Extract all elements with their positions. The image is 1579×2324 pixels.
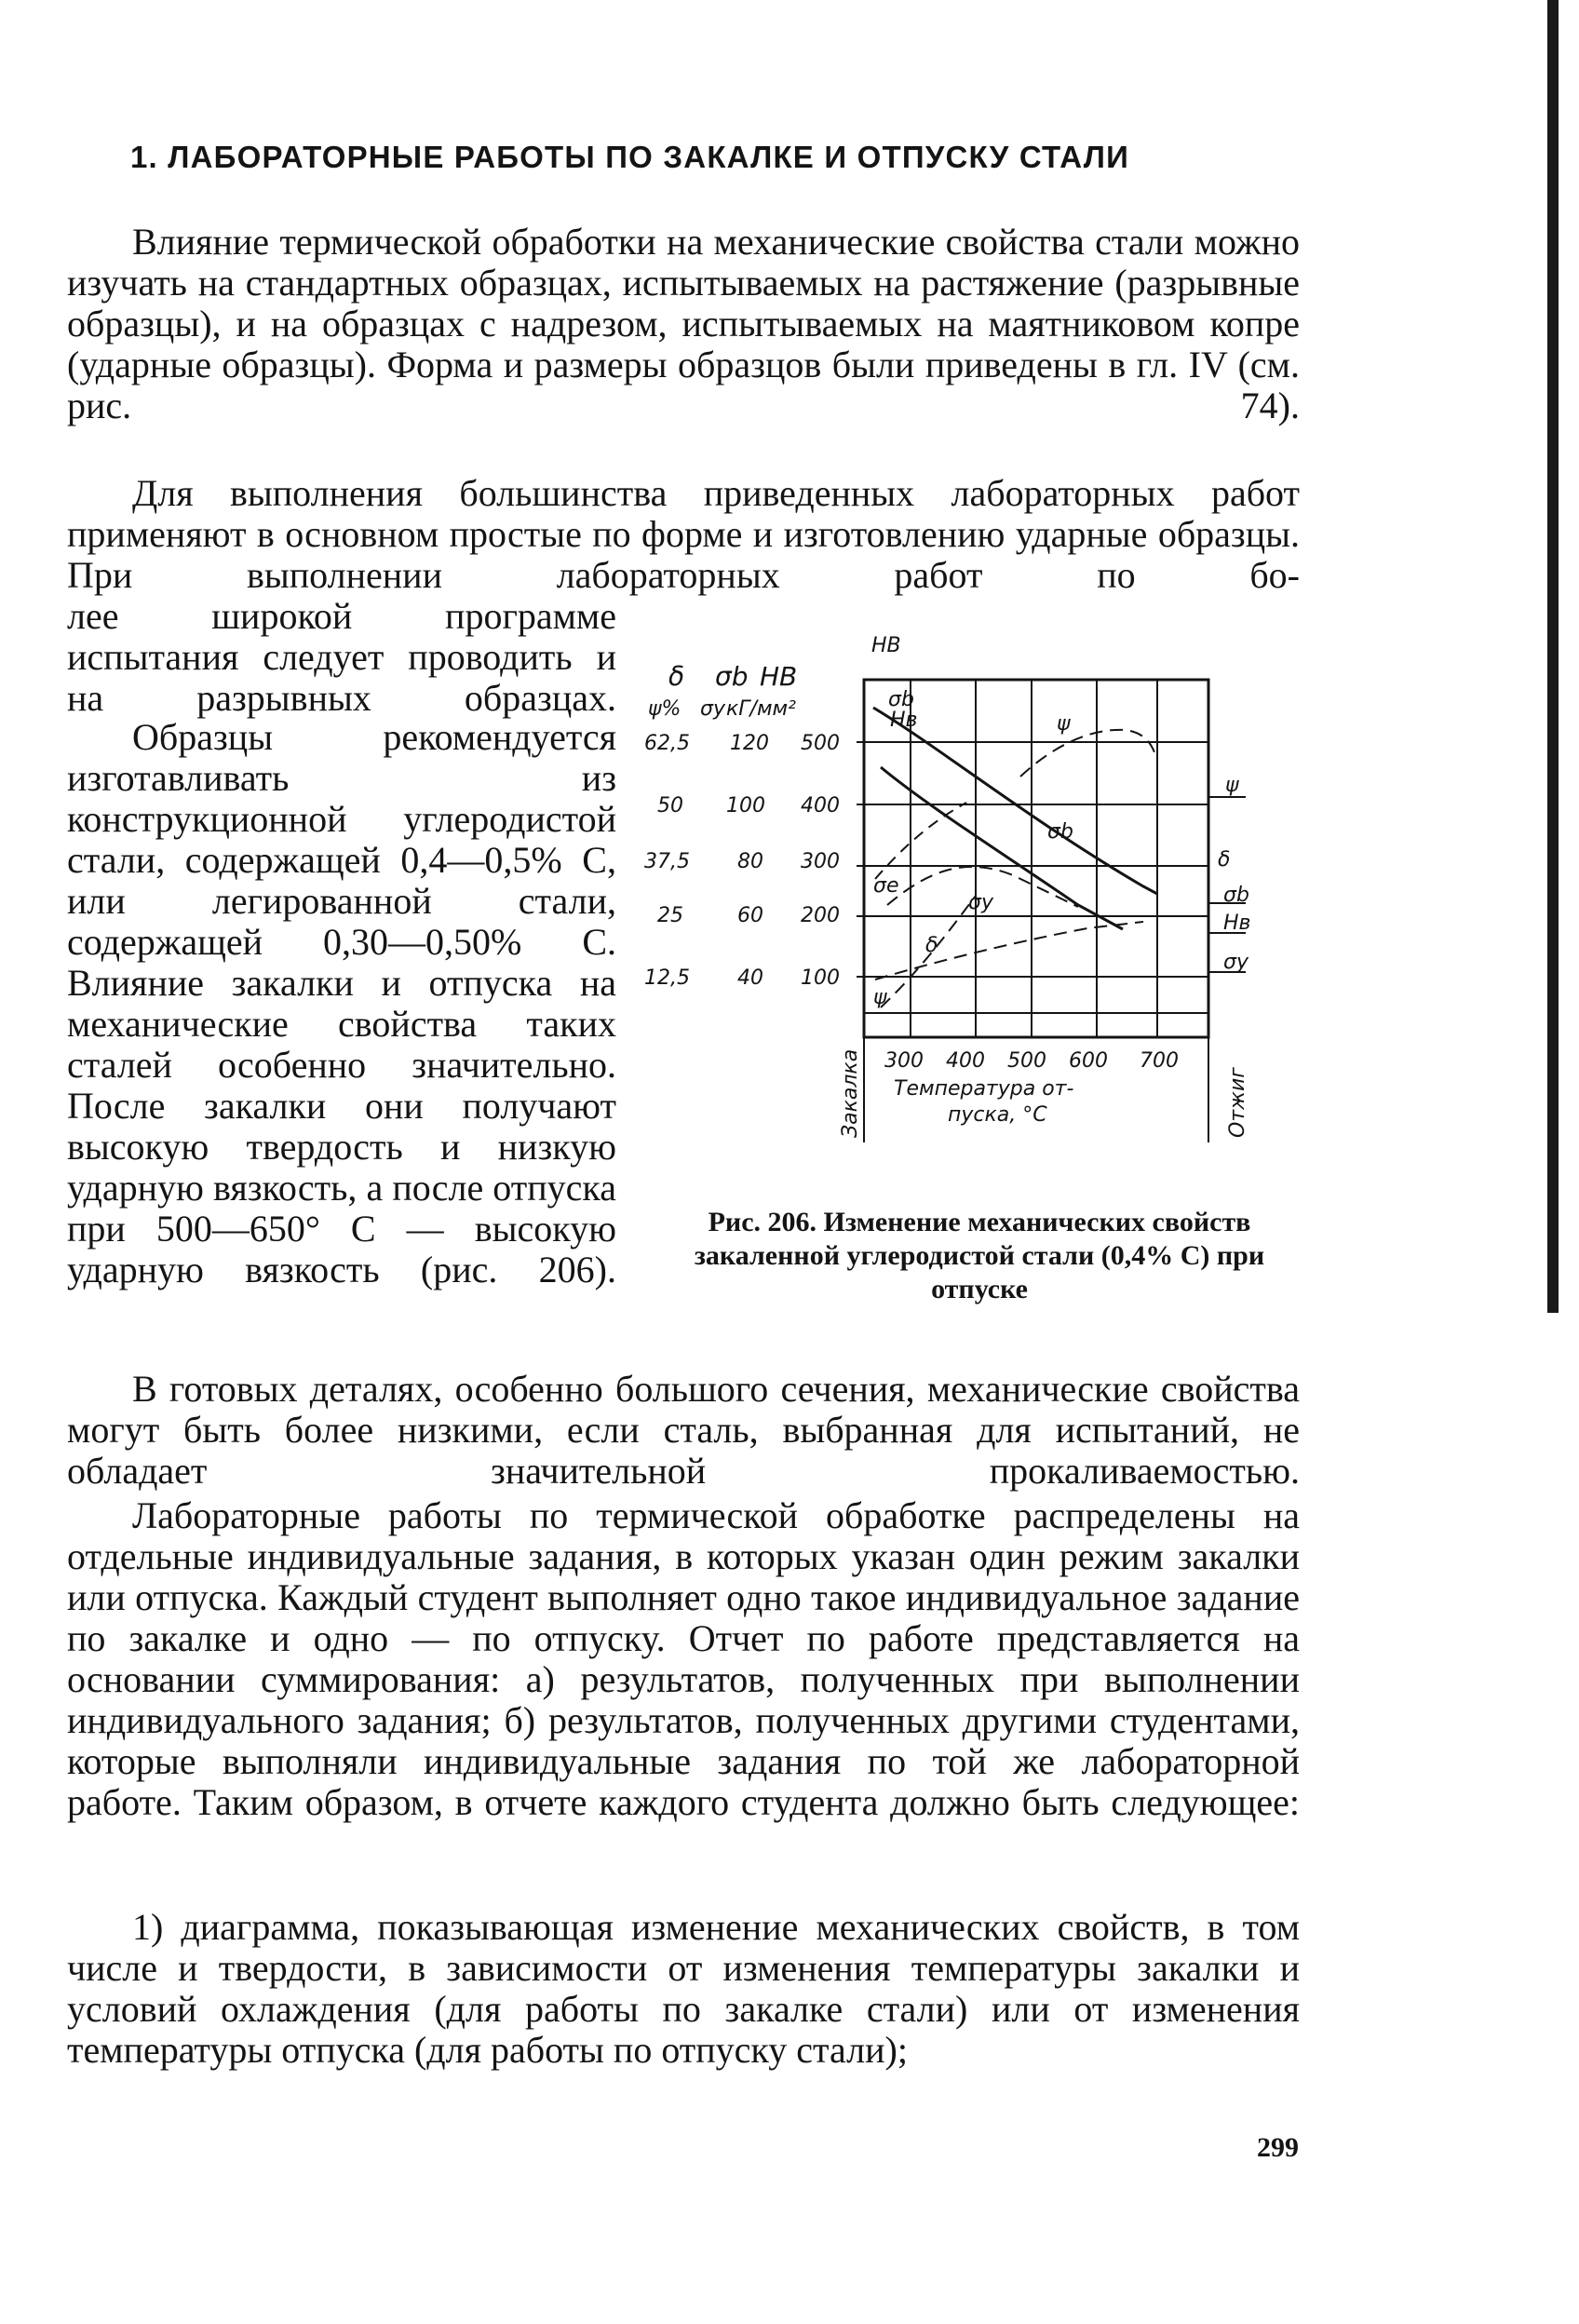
annealed-delta: δ [1218,848,1231,872]
paragraph-2: Для выполнения большинства приведенных лабораторных работ применяют в основном простые по форме и изготовлению ударные образцы. При выполнении лабораторных работ по бо- [67,472,1300,596]
x-axis-labels [884,1049,1179,1127]
paragraph-5: Лабораторные работы по термической обработке распределены на отдельные индивидуальные задания, в которых указан один режим закалки или отпуска. Каждый студент выполняет одно такое индивидуальное задание по закалке и одно — по отпуску. Отчет по работе представляется на основании суммирования: а) результатов, полученных при выполнении индивидуального задания; б) результатов, полученных другими студентами, которые выполняли индивидуальные задания по той же лабораторной работе. Таким образом, в отчете каждого студента должно быть следующее: [67,1494,1300,1823]
figure-206-diagram [641,626,1292,1194]
tick-hb-4: 100 [801,966,840,990]
label-sigma-y-curve: σy [968,891,993,914]
chart-curves [873,708,1157,1007]
header-sigma-y: σy [700,697,725,721]
x-tick-1: 400 [946,1049,985,1073]
tick-sigma-2: 80 [737,850,763,873]
tick-delta-psi-4: 12,5 [644,966,690,990]
header-hb-top: HB [871,634,901,657]
header-psi-unit: ψ% [648,697,682,721]
tick-delta-psi-0: 62,5 [644,732,690,755]
label-psi-top: ψ [1057,712,1071,736]
header-kg-unit: кГ/мм² [726,697,796,721]
x-tick-3: 600 [1069,1049,1108,1073]
tick-hb-1: 400 [801,794,840,817]
tick-sigma-0: 120 [730,732,769,755]
x-axis-label-line1: Температура от- [894,1077,1074,1101]
curve-hb [881,767,1123,929]
page-number: 299 [1257,2132,1299,2163]
annealed-sigma-y: σy [1223,951,1248,974]
header-sigma-b-top: σb [888,688,914,711]
header-hb: HB [760,661,798,692]
annealed-psi: ψ [1225,774,1239,797]
x-axis-label-line2: пуска, °С [948,1103,1047,1127]
label-sigma-e-curve: σe [873,874,899,898]
side-label-anneal: Отжиг [1226,1067,1249,1138]
tick-delta-psi-2: 37,5 [644,850,690,873]
tick-hb-2: 300 [801,850,840,873]
x-tick-4: 700 [1140,1049,1179,1073]
label-sigma-b-curve: σb [1047,820,1073,844]
side-label-quench: Закалка [839,1048,862,1138]
header-sigma-b: σb [715,661,749,692]
header-delta: δ [668,661,685,692]
tick-sigma-1: 100 [726,794,765,817]
label-hb-curve: Hв [890,709,918,732]
left-tick-labels [644,732,840,990]
curve-sigma-e [875,803,966,879]
tick-sigma-4: 40 [737,966,763,990]
paragraph-1: Влияние термической обработки на механические свойства стали можно изучать на стандартных образцах, испытываемых на растяжение (разрывные образцы), и на образцах с надрезом, испытываемых на маятниковом копре (ударные образцы). Форма и размеры образцов были приведены в гл. IV (см. рис. 74). [67,221,1300,426]
tick-delta-psi-1: 50 [657,794,683,817]
paragraph-2-continuation: лее широкой программе испытания следует проводить и на разрывных образцах. [67,595,616,719]
page-spine-edge [1547,0,1559,1313]
section-heading: 1. ЛАБОРАТОРНЫЕ РАБОТЫ ПО ЗАКАЛКЕ И ОТПУСКУ СТАЛИ [130,140,1130,174]
annealed-sigma-b: σb [1223,884,1249,907]
x-tick-2: 500 [1007,1049,1046,1073]
label-delta-curve: δ [925,934,938,957]
paragraph-6: 1) диаграмма, показывающая изменение механических свойств, в том числе и твердости, в зависимости от изменения температуры закалки и условий охлаждения (для работы по закалке стали) или от изменения температуры отпуска (для работы по отпуску стали); [67,1906,1300,2071]
x-tick-0: 300 [884,1049,924,1073]
label-psi-bottom: ψ [873,986,887,1009]
paragraph-3: Образцы рекомендуется изготавливать из конструкционной углеродистой стали, содержащей 0,4—0,5% С, или легированной стали, содержащей 0,30—0,50% С. Влияние закалки и отпуска на механические свойства таких сталей особенно значительно. После закалки они получают высокую твердость и низкую ударную вязкость, а после отпуска при 500—650° С — высокую ударную вязкость (рис. 206). [67,716,616,1290]
curve-psi-high [1020,730,1154,777]
tick-sigma-3: 60 [737,904,763,927]
paragraph-4: В готовых деталях, особенно большого сечения, механические свойства могут быть более низкими, если сталь, выбранная для испытаний, не обладает значительной прокаливаемостью. [67,1368,1300,1492]
tick-hb-0: 500 [801,732,840,755]
chart-grid [857,680,1208,1037]
tick-delta-psi-3: 25 [657,904,683,927]
figure-caption: Рис. 206. Изменение механических свойств закаленной углеродистой стали (0,4% С) при отпуске [694,1207,1265,1304]
annealed-hb: Hв [1223,912,1251,935]
tick-hb-3: 200 [801,904,840,927]
